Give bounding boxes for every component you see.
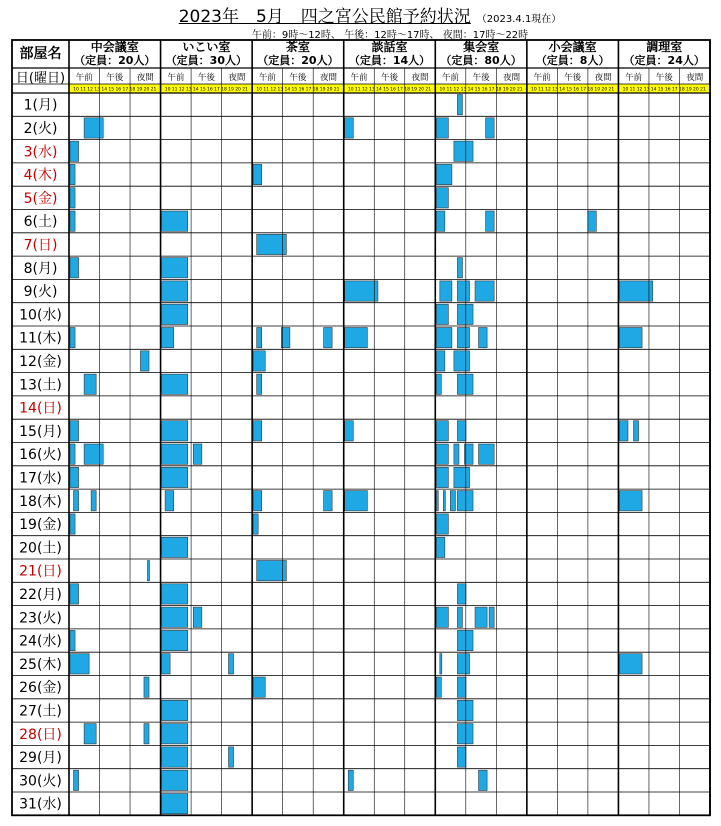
- booking-block: [144, 677, 149, 697]
- booking-block: [144, 724, 149, 744]
- booking-block: [70, 188, 75, 208]
- hour-tick-label: 14: [376, 87, 382, 93]
- booking-block: [457, 630, 473, 650]
- hour-tick-label: 16: [573, 87, 580, 93]
- booking-block: [443, 491, 445, 511]
- hour-tick-label: 13: [552, 87, 558, 93]
- booking-block: [486, 118, 495, 138]
- period-label: 午後: [106, 73, 124, 83]
- booking-block: [454, 467, 470, 487]
- hour-tick-label: 13: [460, 87, 467, 93]
- hour-tick-label: 15: [474, 87, 481, 93]
- hour-tick-label: 20: [601, 87, 608, 93]
- day-label: 4(木): [23, 167, 58, 184]
- hour-tick-label: 18: [312, 87, 319, 93]
- booking-block: [479, 444, 495, 464]
- period-label: 夜間: [686, 73, 704, 83]
- booking-block: [162, 304, 188, 324]
- booking-block: [162, 747, 188, 767]
- hour-tick-label: 17: [305, 87, 312, 93]
- hour-tick-label: 20: [143, 87, 150, 93]
- hour-tick-label: 11: [80, 87, 86, 93]
- booking-block: [457, 258, 462, 278]
- room-name: 集会室: [463, 40, 500, 54]
- hour-tick-label: 15: [291, 87, 298, 93]
- hour-tick-label: 19: [319, 87, 326, 93]
- room-capacity: （定員：80人）: [440, 54, 522, 67]
- hour-tick-label: 18: [129, 87, 136, 93]
- hour-tick-label: 10: [347, 87, 354, 93]
- booking-block: [479, 328, 488, 348]
- booking-block: [253, 491, 262, 511]
- hour-tick-label: 18: [587, 87, 594, 93]
- period-label: 夜間: [136, 73, 154, 83]
- hour-tick-label: 13: [369, 87, 375, 93]
- booking-block: [253, 514, 258, 534]
- booking-block: [162, 211, 188, 231]
- hour-tick-label: 11: [538, 87, 544, 93]
- period-label: 夜間: [594, 73, 612, 83]
- hour-tick-label: 19: [686, 87, 692, 93]
- booking-block: [436, 188, 448, 208]
- day-label: 20(土): [19, 540, 62, 557]
- booking-block: [84, 724, 96, 744]
- booking-block: [457, 724, 473, 744]
- room-label-header: 部屋名: [19, 46, 62, 62]
- booking-block: [457, 328, 469, 348]
- period-label: 午前: [533, 73, 551, 83]
- day-label: 11(木): [19, 330, 62, 347]
- booking-block: [228, 747, 233, 767]
- hour-tick-label: 11: [446, 87, 453, 93]
- booking-block: [70, 421, 79, 441]
- day-label: 19(金): [19, 517, 62, 534]
- hour-tick-label: 17: [122, 87, 129, 93]
- booking-block: [450, 491, 455, 511]
- day-label: 7(日): [23, 237, 58, 254]
- booking-block: [84, 374, 96, 394]
- booking-block: [440, 281, 452, 301]
- room-name: 茶室: [285, 40, 310, 54]
- hour-tick-label: 12: [453, 87, 460, 93]
- booking-block: [70, 211, 75, 231]
- booking-block: [457, 491, 473, 511]
- booking-block: [70, 654, 89, 674]
- hour-tick-label: 21: [516, 87, 523, 93]
- day-label: 18(木): [19, 493, 62, 510]
- hour-tick-label: 12: [545, 87, 551, 93]
- hour-tick-label: 13: [94, 87, 101, 93]
- booking-block: [345, 421, 354, 441]
- hour-tick-label: 15: [199, 87, 206, 93]
- hour-tick-label: 16: [115, 87, 122, 93]
- day-label: 5(金): [23, 190, 58, 207]
- booking-block: [70, 584, 79, 604]
- booking-block: [457, 700, 473, 720]
- booking-block: [436, 467, 448, 487]
- hour-tick-label: 20: [235, 87, 241, 93]
- hour-tick-label: 21: [700, 87, 706, 93]
- day-label: 22(月): [19, 586, 62, 603]
- booking-block: [345, 328, 368, 348]
- booking-block: [257, 561, 287, 581]
- hour-tick-label: 18: [495, 87, 502, 93]
- day-label: 29(月): [19, 750, 62, 767]
- day-label: 3(水): [23, 144, 58, 161]
- booking-block: [440, 654, 442, 674]
- hour-tick-label: 17: [671, 87, 678, 93]
- booking-block: [454, 141, 473, 161]
- room-name: 談話室: [371, 40, 408, 54]
- booking-block: [70, 514, 75, 534]
- booking-block: [436, 677, 441, 697]
- day-label: 27(土): [19, 703, 62, 720]
- booking-block: [345, 118, 354, 138]
- booking-block: [436, 118, 448, 138]
- hour-tick-label: 14: [284, 87, 291, 93]
- day-label: 10(水): [19, 307, 62, 324]
- day-label: 1(月): [23, 97, 58, 114]
- booking-block: [193, 607, 202, 627]
- hour-tick-label: 18: [221, 87, 227, 93]
- booking-block: [162, 281, 188, 301]
- hour-tick-label: 16: [207, 87, 213, 93]
- room-capacity: （定員：8人）: [535, 54, 610, 67]
- period-label: 午前: [167, 73, 185, 83]
- booking-block: [457, 304, 473, 324]
- booking-block: [84, 118, 103, 138]
- booking-block: [457, 374, 473, 394]
- booking-block: [475, 607, 487, 627]
- hour-tick-label: 12: [87, 87, 93, 93]
- booking-block: [588, 211, 597, 231]
- hour-tick-label: 10: [73, 87, 79, 93]
- hour-tick-label: 21: [333, 87, 340, 93]
- hour-tick-label: 21: [150, 87, 157, 93]
- hour-tick-label: 11: [354, 87, 361, 93]
- booking-block: [253, 677, 265, 697]
- booking-block: [165, 491, 174, 511]
- booking-block: [454, 444, 459, 464]
- booking-block: [634, 421, 639, 441]
- hour-tick-label: 19: [136, 87, 143, 93]
- booking-block: [619, 491, 642, 511]
- day-label: 15(月): [19, 423, 62, 440]
- booking-block: [479, 770, 488, 790]
- booking-block: [162, 328, 174, 348]
- hour-tick-label: 15: [383, 87, 389, 93]
- day-label: 9(火): [23, 284, 58, 301]
- booking-block: [348, 770, 353, 790]
- day-label: 12(金): [19, 353, 62, 370]
- booking-block: [162, 258, 188, 278]
- booking-block: [436, 421, 448, 441]
- booking-block: [162, 700, 188, 720]
- booking-block: [162, 421, 188, 441]
- booking-block: [457, 584, 466, 604]
- hour-tick-label: 21: [608, 87, 615, 93]
- hour-tick-label: 11: [263, 87, 270, 93]
- room-name: いこい室: [182, 40, 231, 54]
- room-capacity: （定員：30人）: [165, 54, 248, 67]
- booking-block: [619, 421, 628, 441]
- hour-tick-label: 14: [467, 87, 474, 93]
- booking-block: [436, 304, 448, 324]
- hour-tick-label: 15: [108, 87, 115, 93]
- booking-block: [162, 724, 188, 744]
- booking-block: [324, 491, 333, 511]
- booking-block: [162, 537, 188, 557]
- hour-tick-label: 14: [101, 87, 108, 93]
- hours-note: 午前：9時～12時、 午後：12時～17時、 夜間：17時～22時: [251, 30, 529, 41]
- booking-block: [486, 211, 495, 231]
- period-label: 午後: [197, 73, 215, 83]
- hour-tick-label: 13: [643, 87, 650, 93]
- hour-tick-label: 12: [178, 87, 185, 93]
- period-label: 午後: [655, 73, 673, 83]
- day-label: 2(火): [23, 120, 58, 137]
- hour-tick-label: 19: [502, 87, 509, 93]
- hour-tick-label: 17: [214, 87, 220, 93]
- booking-block: [193, 444, 202, 464]
- hour-tick-label: 11: [171, 87, 178, 93]
- booking-block: [162, 374, 188, 394]
- room-capacity: （定員：20人）: [257, 54, 339, 67]
- hour-tick-label: 16: [390, 87, 396, 93]
- day-label: 31(水): [19, 796, 62, 813]
- booking-block: [436, 444, 448, 464]
- hour-tick-label: 20: [326, 87, 333, 93]
- booking-block: [457, 607, 462, 627]
- booking-block: [74, 770, 79, 790]
- hour-tick-label: 13: [185, 87, 192, 93]
- booking-block: [162, 607, 188, 627]
- booking-block: [457, 281, 469, 301]
- hour-tick-label: 21: [425, 87, 432, 93]
- period-label: 夜間: [319, 73, 337, 83]
- booking-block: [436, 491, 438, 511]
- hour-tick-label: 12: [361, 87, 368, 93]
- booking-block: [253, 351, 265, 371]
- booking-block: [162, 467, 188, 487]
- hour-tick-label: 17: [488, 87, 495, 93]
- booking-block: [436, 328, 452, 348]
- booking-block: [619, 328, 642, 348]
- hour-tick-label: 11: [629, 87, 636, 93]
- hour-tick-label: 10: [439, 87, 446, 93]
- hour-tick-label: 19: [228, 87, 234, 93]
- hour-tick-label: 10: [164, 87, 171, 93]
- booking-block: [436, 607, 448, 627]
- hour-tick-label: 14: [559, 87, 565, 93]
- booking-block: [140, 351, 149, 371]
- hour-tick-label: 18: [678, 87, 685, 93]
- booking-block: [457, 677, 466, 697]
- booking-block: [253, 421, 262, 441]
- hour-tick-label: 18: [404, 87, 410, 93]
- booking-block: [475, 281, 494, 301]
- booking-block: [162, 654, 171, 674]
- day-label: 24(水): [19, 633, 62, 650]
- booking-block: [619, 281, 652, 301]
- day-label: 21(日): [19, 563, 62, 580]
- room-name: 中会議室: [90, 40, 139, 54]
- period-label: 午前: [625, 73, 643, 83]
- title-text: 2023年 5月 四之宮公民館予約状況: [178, 7, 471, 27]
- hour-tick-label: 20: [693, 87, 699, 93]
- room-capacity: （定員：14人）: [348, 54, 431, 67]
- booking-block: [436, 164, 452, 184]
- day-label: 26(金): [19, 680, 62, 697]
- hour-tick-label: 10: [622, 87, 629, 93]
- booking-block: [70, 164, 75, 184]
- booking-block: [454, 351, 470, 371]
- period-label: 午後: [472, 73, 490, 83]
- hour-tick-label: 10: [256, 87, 263, 93]
- hour-tick-label: 16: [481, 87, 488, 93]
- day-label: 28(日): [19, 726, 62, 743]
- hour-tick-label: 16: [298, 87, 305, 93]
- period-label: 夜間: [411, 73, 429, 83]
- hour-tick-label: 19: [411, 87, 418, 93]
- day-label: 8(月): [23, 260, 58, 277]
- booking-block: [70, 141, 79, 161]
- period-label: 午後: [380, 73, 399, 83]
- hour-tick-label: 14: [650, 87, 657, 93]
- room-capacity: （定員：24人）: [623, 54, 705, 67]
- period-label: 午前: [350, 73, 368, 83]
- booking-block: [257, 328, 262, 348]
- day-label: 30(火): [19, 773, 62, 790]
- day-label: 17(水): [19, 470, 62, 487]
- booking-block: [162, 630, 188, 650]
- booking-block: [345, 281, 378, 301]
- hour-tick-label: 14: [192, 87, 199, 93]
- room-name: 調理室: [646, 40, 683, 54]
- booking-block: [162, 584, 188, 604]
- day-label: 6(土): [23, 214, 58, 231]
- booking-block: [619, 654, 642, 674]
- period-label: 午前: [75, 73, 93, 83]
- day-label: 14(日): [19, 400, 62, 417]
- booking-block: [257, 234, 287, 254]
- period-label: 午後: [289, 73, 307, 83]
- hour-tick-label: 16: [664, 87, 671, 93]
- hour-tick-label: 21: [242, 87, 248, 93]
- hour-tick-label: 13: [277, 87, 284, 93]
- room-capacity: （定員：20人）: [74, 54, 156, 67]
- booking-block: [70, 630, 75, 650]
- hour-tick-label: 19: [594, 87, 601, 93]
- booking-block: [345, 491, 368, 511]
- hour-tick-label: 20: [418, 87, 425, 93]
- booking-block: [457, 747, 466, 767]
- period-label: 夜間: [503, 73, 521, 83]
- hour-tick-label: 12: [636, 87, 643, 93]
- booking-block: [436, 514, 448, 534]
- booking-block: [253, 164, 262, 184]
- period-label: 夜間: [228, 73, 246, 83]
- period-label: 午前: [258, 73, 276, 83]
- day-label-header: 日(曜日): [15, 71, 66, 86]
- booking-block: [436, 537, 445, 557]
- hour-tick-label: 12: [270, 87, 277, 93]
- booking-block: [436, 211, 445, 231]
- booking-block: [324, 328, 333, 348]
- booking-block: [228, 654, 233, 674]
- hour-tick-label: 15: [566, 87, 572, 93]
- period-label: 午前: [442, 73, 460, 83]
- room-name: 小会議室: [548, 40, 597, 54]
- hour-tick-label: 10: [531, 87, 537, 93]
- day-label: 16(火): [19, 447, 62, 464]
- day-label: 25(木): [19, 656, 62, 673]
- hour-tick-label: 17: [397, 87, 403, 93]
- booking-block: [74, 491, 79, 511]
- booking-block: [162, 794, 188, 814]
- day-label: 13(土): [19, 377, 62, 394]
- booking-block: [489, 607, 494, 627]
- booking-block: [162, 444, 188, 464]
- hour-tick-label: 17: [580, 87, 587, 93]
- booking-block: [457, 654, 469, 674]
- booking-block: [162, 770, 188, 790]
- booking-block: [436, 351, 445, 371]
- booking-block: [457, 421, 466, 441]
- booking-block: [70, 444, 75, 464]
- booking-block: [84, 444, 103, 464]
- booking-block: [436, 374, 441, 394]
- booking-block: [147, 561, 149, 581]
- date-note: （2023.4.1現在）: [476, 14, 562, 25]
- booking-block: [70, 328, 75, 348]
- booking-block: [257, 374, 262, 394]
- booking-block: [70, 467, 79, 487]
- hour-tick-label: 20: [509, 87, 516, 93]
- hour-tick-label: 15: [657, 87, 664, 93]
- booking-block: [457, 95, 462, 115]
- day-label: 23(火): [19, 610, 62, 627]
- period-label: 午後: [564, 73, 582, 83]
- booking-block: [91, 491, 96, 511]
- booking-block: [70, 258, 79, 278]
